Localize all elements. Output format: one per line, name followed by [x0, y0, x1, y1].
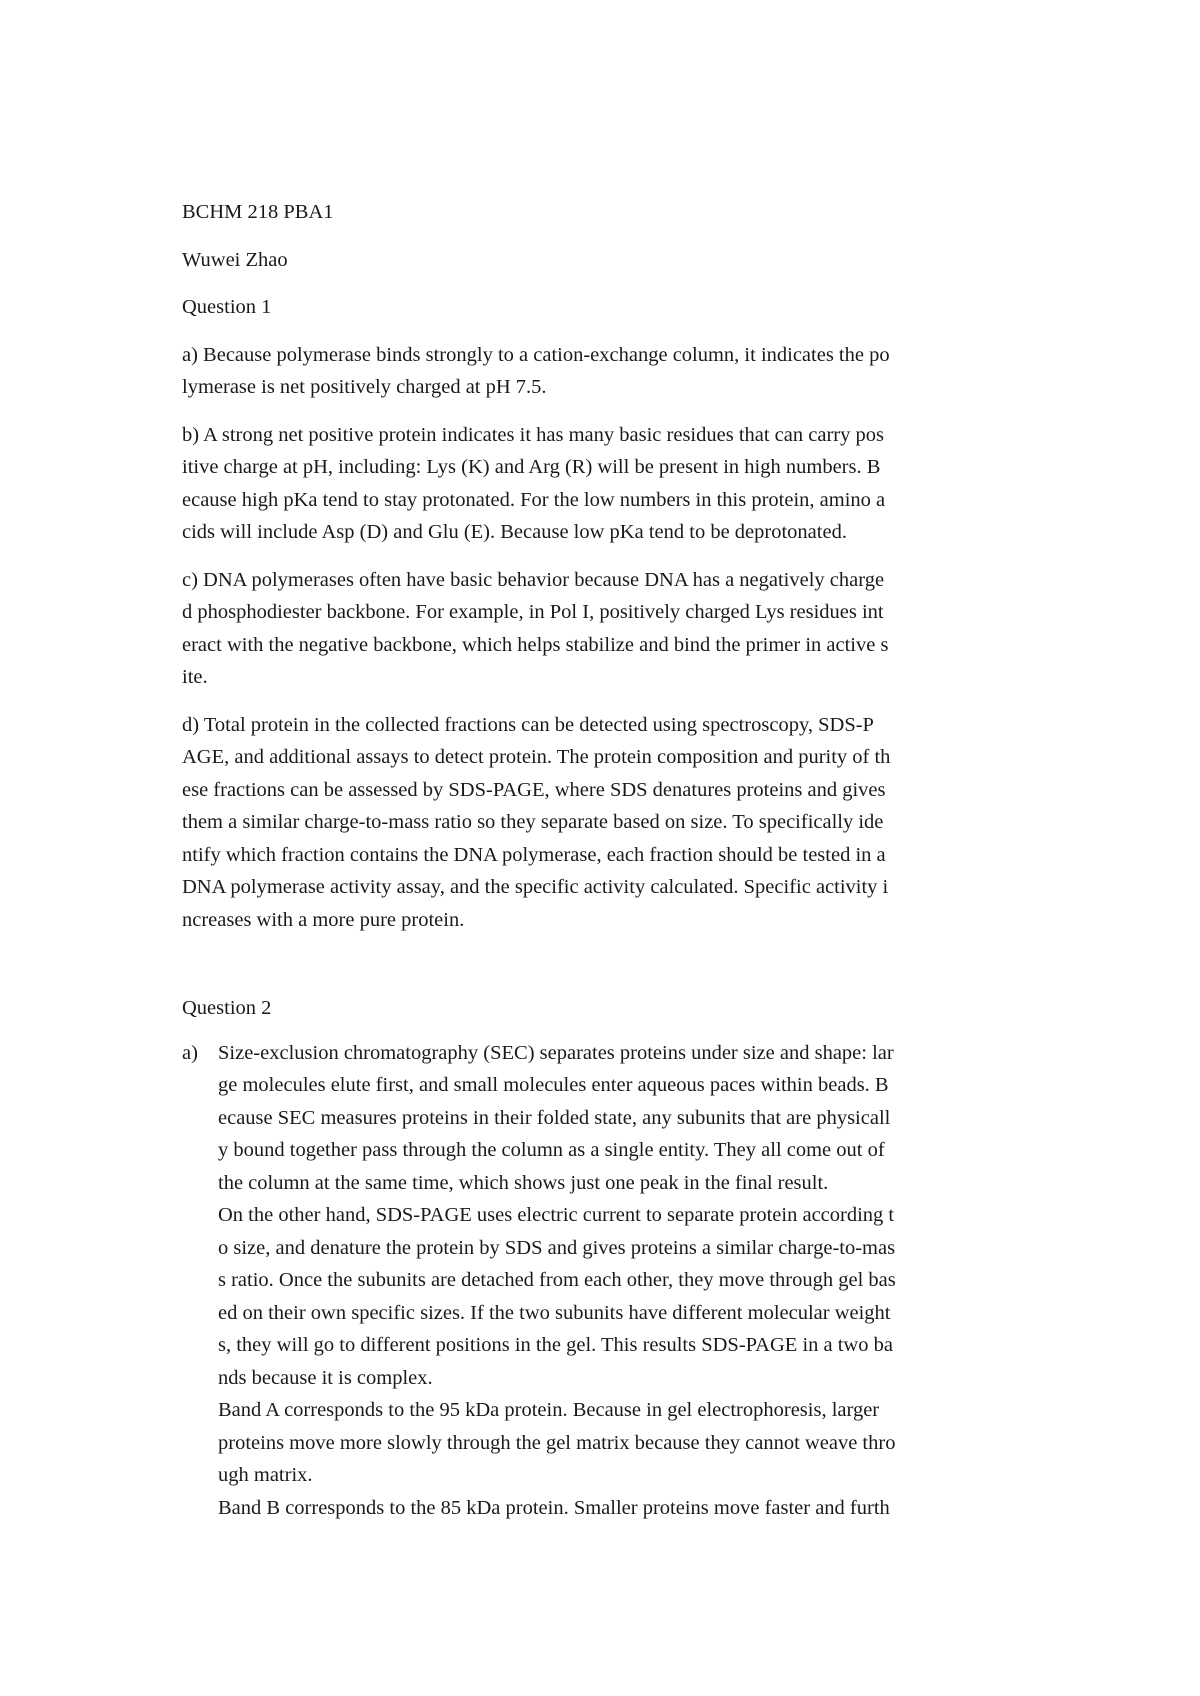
document-body	[182, 196, 1022, 1524]
text-line: Band B corresponds to the 85 kDa protein. Smaller proteins move faster and furth	[218, 1496, 890, 1519]
text-line: Band A corresponds to the 95 kDa protein. Because in gel electrophoresis, larger	[218, 1399, 880, 1421]
question-1-heading: Question 1	[182, 296, 272, 318]
list-marker: a)	[182, 1041, 198, 1064]
text-line: y bound together pass through the column as a single entity. They all come out of	[218, 1139, 885, 1161]
text-line: the column at the same time, which shows just one peak in the final result.	[218, 1171, 829, 1194]
text-line: a) Because polymerase binds strongly to a cation-exchange column, it indicates the po	[182, 343, 890, 366]
text-line: On the other hand, SDS-PAGE uses electric current to separate protein according t	[218, 1204, 895, 1226]
text-line: d) Total protein in the collected fractions can be detected using spectroscopy, SDS-P	[182, 713, 874, 736]
text-line: eract with the negative backbone, which helps stabilize and bind the primer in active s	[182, 633, 889, 656]
question-2-heading: Question 2	[182, 997, 272, 1019]
question-1-part-c	[182, 564, 1022, 694]
question-1-part-b	[182, 419, 1022, 549]
text-line: ese fractions can be assessed by SDS-PAGE, where SDS denatures proteins and gives	[182, 778, 886, 801]
text-line: lymerase is net positively charged at pH 7.5.	[182, 376, 547, 398]
text-line: itive charge at pH, including: Lys (K) and Arg (R) will be present in high numbers. B	[182, 456, 881, 478]
text-line: cids will include Asp (D) and Glu (E). Because low pKa tend to be deprotonated.	[182, 521, 847, 543]
text-line: them a similar charge-to-mass ratio so they separate based on size. To specifically ide	[182, 811, 884, 833]
text-line: AGE, and additional assays to detect protein. The protein composition and purity of th	[182, 746, 891, 768]
text-line: s ratio. Once the subunits are detached from each other, they move through gel bas	[218, 1269, 896, 1291]
text-line: ite.	[182, 666, 208, 688]
text-line: ugh matrix.	[218, 1464, 313, 1486]
author-name: Wuwei Zhao	[182, 248, 288, 271]
text-line: ecause high pKa tend to stay protonated. For the low numbers in this protein, amino a	[182, 488, 886, 511]
text-line: d phosphodiester backbone. For example, in Pol I, positively charged Lys residues int	[182, 601, 884, 623]
text-line: ntify which fraction contains the DNA polymerase, each fraction should be tested in a	[182, 843, 886, 866]
text-line: c) DNA polymerases often have basic behavior because DNA has a negatively charge	[182, 568, 885, 591]
text-line: ge molecules elute first, and small molecules enter aqueous paces within beads. B	[218, 1074, 889, 1096]
text-line: ecause SEC measures proteins in their folded state, any subunits that are physicall	[218, 1106, 891, 1129]
text-line: Size-exclusion chromatography (SEC) separates proteins under size and shape: lar	[218, 1041, 894, 1064]
text-line: ed on their own specific sizes. If the two subunits have different molecular weight	[218, 1301, 891, 1324]
question-1-part-a	[182, 339, 1022, 404]
text-line: o size, and denature the protein by SDS and gives proteins a similar charge-to-mas	[218, 1236, 896, 1259]
question-1-part-d	[182, 709, 1022, 937]
text-line: proteins move more slowly through the gel matrix because they cannot weave thro	[218, 1431, 896, 1454]
question-2-part-a-text	[218, 1037, 1022, 1525]
course-title: BCHM 218 PBA1	[182, 201, 334, 223]
text-line: s, they will go to different positions in the gel. This results SDS-PAGE in a two ba	[218, 1334, 893, 1356]
question-2-part-a	[182, 1037, 1022, 1525]
text-line: b) A strong net positive protein indicates it has many basic residues that can carry pos	[182, 423, 884, 446]
text-line: ncreases with a more pure protein.	[182, 908, 465, 931]
text-line: DNA polymerase activity assay, and the specific activity calculated. Specific activity i	[182, 876, 889, 898]
text-line: nds because it is complex.	[218, 1366, 433, 1389]
